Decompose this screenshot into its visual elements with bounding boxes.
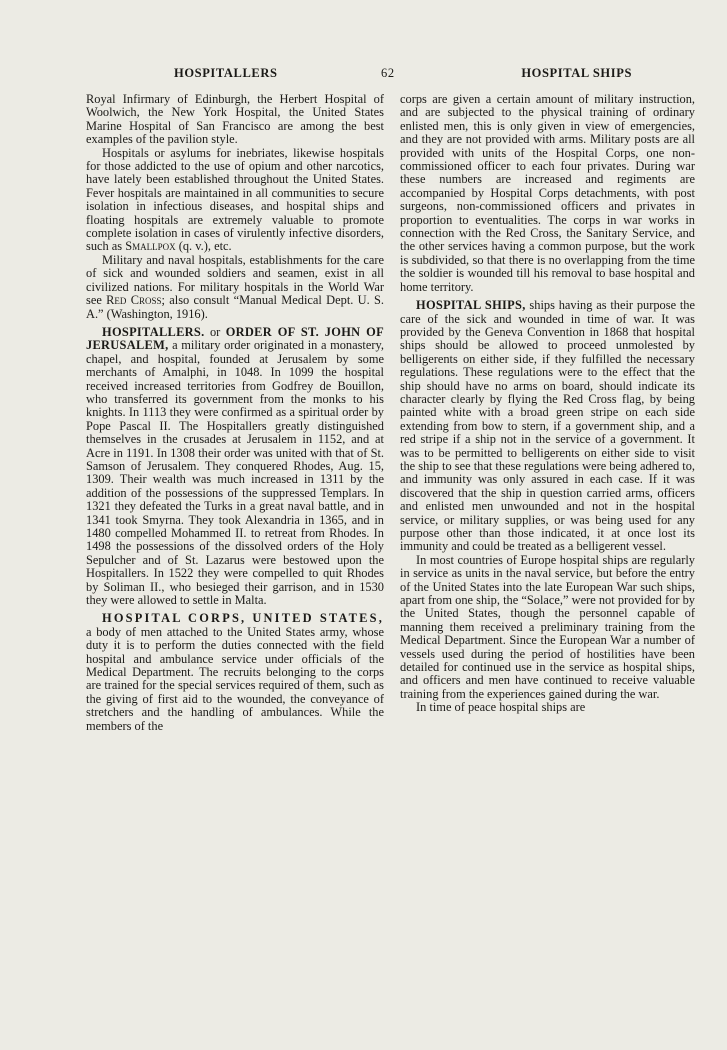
entry-headword: HOSPITAL SHIPS, (416, 298, 526, 313)
paragraph: Royal Infirmary of Edinburgh, the Herbert Hospital of Woolwich, the New York Hospital, the United States Marine Hospital of San Francisco are among the best examples of the pavilion style. (86, 92, 384, 147)
header-right-title: HOSPITAL SHIPS (521, 66, 632, 80)
running-header (86, 66, 687, 84)
paragraph: In most countries of Europe hospital ships are regularly in service as units in the naval service, but before the entry of the United States into the late European War such ships, apart from one ship, the “Solace,” were not provided for by the United States, though the personnel capable of manning them received a preliminary training from the Medical Department. Since the European War a number of vessels used during the period of hostilities have been detailed for continued use in the service as hospital ships, and officers and men have continued to receive valuable training from the experiences gained during the war. (400, 552, 695, 701)
paragraph: Military and naval hospitals, establishments for the care of sick and wounded soldiers and seamen, exist in all civilized nations. For military hospitals in the World War see Red Cross; also consult “Manual Medical Dept. U. S. A.” (Washington, 1916). (86, 252, 385, 321)
entry-headword: ORDER OF ST. JOHN OF JERUSALEM, (86, 324, 384, 353)
paragraph: Hospitals or asylums for inebriates, likewise hospitals for those addicted to the use of opium and other narcotics, have lately been established throughout the United States. Fever hospitals are maintained in all communities to secure isolation in infectious diseases, and hospital ships and floating hospitals are extremely valuable to promote complete isolation in cases of virulently infective disorders, such as Smallpox (q. v.), etc. (86, 145, 384, 254)
left-column (86, 93, 384, 733)
paragraph: corps are given a certain amount of military instruction, and are subjected to the physical training of ordinary enlisted men, this is only given in view of emergencies, and they are not provided with arms. Military posts are all provided with units of the Hospital Corps, one non-commissioned officer to each four privates. During war these numbers are increased and regiments are accompanied by Hospital Corps detachments, with post surgeons, non-commissioned officers and privates in proportion to eventualities. The corps in war works in connection with the Red Cross, the Sanitary Service, and the other services having a common purpose, but the work is subdivided, so that there is no overlapping from the time the soldier is wounded till his removal to base hospital and home territory. (400, 92, 695, 294)
right-column (400, 93, 695, 715)
paragraph: In time of peace hospital ships are (416, 700, 586, 715)
entry-headword: HOSPITALLERS. (102, 324, 205, 339)
entry-hospital-ships: HOSPITAL SHIPS, ships having as their purpose the care of the sick and wounded in time of war. It was provided by the Geneva Convention in 1868 that hospital ships should be allowed to proceed unmolested by belligerents on either side, if they fulfilled the necessary regulations. These regulations were to the effect that the ship should have no arms on board, should indicate its character clearly by flying the Red Cross flag, by being painted white with a broad green stripe on each side extending from bow to stern, if a government ship, and a red stripe if a ship not in the service of a government. It was to be permitted to belligerents on either side to visit the ship to see that these regulations were being adhered to, and immunity was only assured in each case. If it was discovered that the ship in question carried arms, officers and enlisted men unwounded and not in the hospital service, or military supplies, or was being used for any purpose other than those indicated, it at once lost its immunity and could be treated as a belligerent vessel. (400, 298, 695, 554)
entry-hospital-corps: HOSPITAL CORPS, UNITED STATES, a body of men attached to the United States army, whose duty it is to perform the duties connected with the field hospital and ambulance service under officials of the Medical Department. The recruits belonging to the corps are trained for the special services required of them, such as the giving of first aid to the wounded, the conveyance of stretchers and the handling of ambulances. While the members of the (86, 611, 384, 733)
header-left-title: HOSPITALLERS (174, 66, 278, 80)
entry-headword: HOSPITAL CORPS, UNITED STATES, (102, 611, 384, 626)
page-number: 62 (381, 66, 395, 80)
entry-hospitallers: HOSPITALLERS. or ORDER OF ST. JOHN OF JERUSALEM, a military order originated in a monastery, chapel, and hospital, founded at Jerusalem by some merchants of Amalphi, in 1048. In 1099 the hospital received increased territories from Godfrey de Bouillon, who transferred its government from the monks to his knights. In 1113 they were confirmed as a spiritual order by Pope Pascal II. The Hospitallers greatly distinguished themselves in the crusades at Jerusalem in 1152, and at Acre in 1191. In 1308 their order was united with that of St. Samson of Jerusalem. They conquered Rhodes, Aug. 15, 1309. Their wealth was much increased in 1311 by the addition of the possessions of the suppressed Templars. In 1321 they defeated the Turks in a great naval battle, and in 1341 took Smyrna. They took Alexandria in 1365, and in 1480 compelled Mohammed II. to retreat from Rhodes. In 1498 the possessions of the dissolved orders of the Holy Sepulcher and of St. Lazarus were bestowed upon the Hospitallers. In 1522 they were compelled to quit Rhodes by Soliman II., who besieged their garrison, and in 1530 they were allowed to settle in Malta. (86, 324, 384, 608)
